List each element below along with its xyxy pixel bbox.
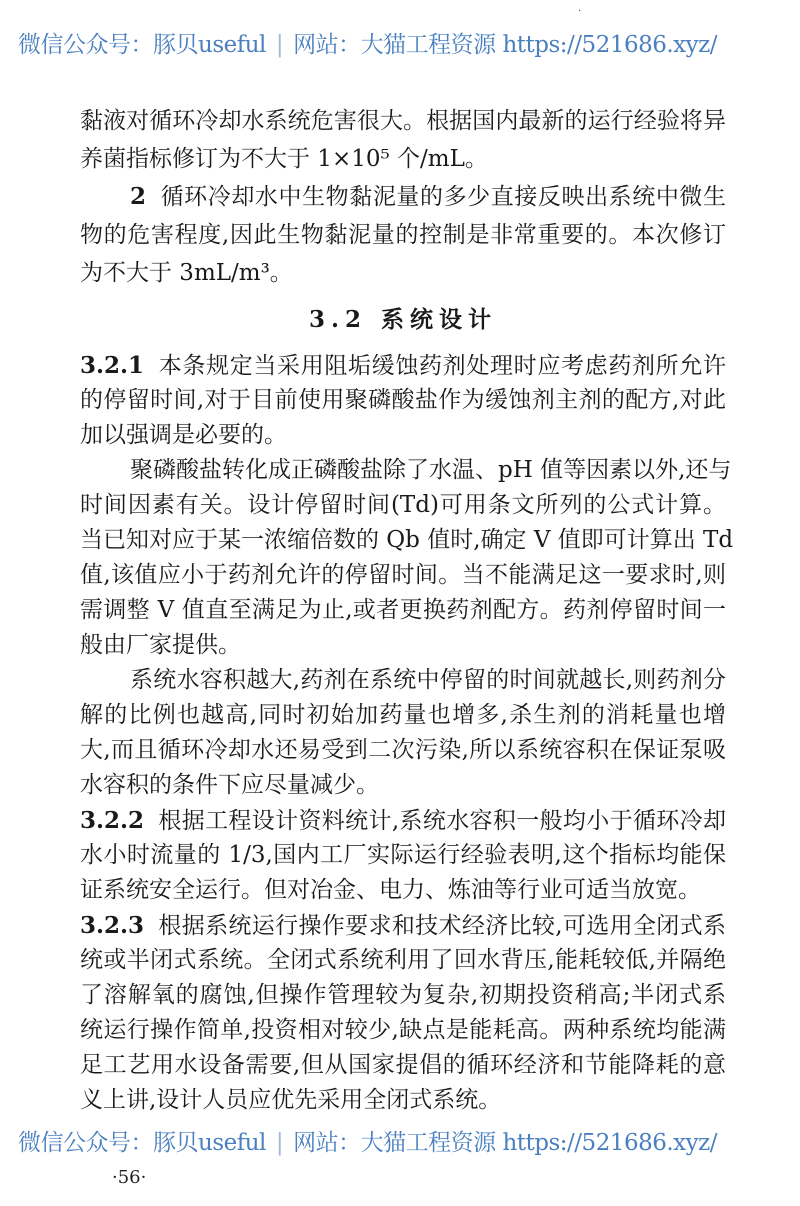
- text-line: [80, 1083, 726, 1118]
- line-text: 值,该值应小于药剂允许的停留时间。当不能满足这一要求时,则: [80, 562, 726, 588]
- line-text: 系统水容积越大,药剂在系统中停留的时间就越长,则药剂分: [130, 667, 726, 693]
- line-text: 加以强调是必要的。: [80, 422, 287, 448]
- line-text: 本条规定当采用阻垢缓蚀药剂处理时应考虑药剂所允许: [158, 353, 726, 379]
- watermark-label: 微信公众号：豚贝useful: [18, 1130, 266, 1156]
- text-line: [80, 102, 726, 140]
- line-text: 大,而且循环冷却水还易受到二次污染,所以系统容积在保证泵吸: [80, 737, 726, 763]
- line-text: 般由厂家提供。: [80, 632, 241, 658]
- clause-number: 3.2.3: [80, 912, 145, 939]
- text-line: [80, 873, 726, 908]
- line-text: 证系统安全运行。但对冶金、电力、炼油等行业可适当放宽。: [80, 877, 701, 903]
- text-line: [80, 628, 726, 663]
- line-text: 根据工程设计资料统计,系统水容积一般均小于循环冷却: [158, 808, 726, 834]
- clause-number: 3.2.2: [80, 807, 145, 834]
- watermark-separator: |: [275, 1130, 284, 1156]
- text-line: [80, 418, 726, 453]
- line-text: 需调整 V 值直至满足为止,或者更换药剂配方。药剂停留时间一: [80, 597, 726, 623]
- scan-speck: ·: [578, 6, 582, 17]
- watermark-site: 网站：大猫工程资源 https://521686.xyz/: [293, 1130, 717, 1156]
- text-line: [80, 453, 732, 488]
- text-line: [80, 558, 726, 593]
- section-biofilm: [80, 102, 726, 292]
- text-line: [80, 216, 726, 254]
- text-line: [80, 768, 726, 803]
- watermark-separator: |: [275, 32, 284, 58]
- line-text: 统或半闭式系统。全闭式系统利用了回水背压,能耗较低,并隔绝: [80, 947, 726, 973]
- watermark-site: 网站：大猫工程资源 https://521686.xyz/: [293, 32, 717, 58]
- document-body: [80, 102, 734, 1118]
- text-line: [80, 523, 734, 558]
- section-heading: 3.2 系统设计: [308, 306, 498, 333]
- text-line: [80, 733, 726, 768]
- line-text: 了溶解氧的腐蚀,但操作管理较为复杂,初期投资稍高;半闭式系: [80, 982, 726, 1008]
- page-number: ·56·: [112, 1167, 147, 1188]
- text-line: [80, 838, 726, 873]
- line-text: 的停留时间,对于目前使用聚磷酸盐作为缓蚀剂主剂的配方,对此: [80, 387, 726, 413]
- text-line: [80, 254, 726, 292]
- clause-number: 2: [130, 183, 147, 210]
- watermark-top: [18, 30, 788, 60]
- line-text: 聚磷酸盐转化成正磷酸盐除了水温、pH 值等因素以外,还与: [130, 457, 732, 483]
- line-text: 水小时流量的 1/3,国内工厂实际运行经验表明,这个指标均能保: [80, 842, 726, 868]
- line-text: 当已知对应于某一浓缩倍数的 Qb 值时,确定 V 值即可计算出 Td: [80, 527, 734, 553]
- line-text: 足工艺用水设备需要,但从国家提倡的循环经济和节能降耗的意: [80, 1052, 726, 1078]
- line-text: 水容积的条件下应尽量减少。: [80, 772, 379, 798]
- line-text: 根据系统运行操作要求和技术经济比较,可选用全闭式系: [158, 913, 726, 939]
- text-line: [80, 140, 726, 178]
- watermark-label: 微信公众号：豚贝useful: [18, 32, 266, 58]
- text-line: [80, 1013, 726, 1048]
- text-line: [80, 1048, 726, 1083]
- line-text: 黏液对循环冷却水系统危害很大。根据国内最新的运行经验将异: [80, 108, 726, 134]
- text-line: [80, 383, 726, 418]
- section-system-design: [80, 348, 734, 1118]
- text-line: [80, 698, 726, 733]
- text-line: [80, 178, 726, 216]
- line-text: 养菌指标修订为不大于 1×10⁵ 个/mL。: [80, 146, 488, 172]
- line-text: 循环冷却水中生物黏泥量的多少直接反映出系统中微生: [160, 184, 726, 210]
- text-line: [80, 593, 726, 628]
- clause-number: 3.2.1: [80, 352, 145, 379]
- text-line: [80, 488, 726, 523]
- line-text: 时间因素有关。设计停留时间(Td)可用条文所列的公式计算。: [80, 492, 726, 518]
- watermark-bottom: [18, 1128, 788, 1158]
- line-text: 义上讲,设计人员应优先采用全闭式系统。: [80, 1087, 502, 1113]
- text-line: [80, 348, 726, 383]
- line-text: 为不大于 3mL/m³。: [80, 260, 293, 286]
- text-line: [80, 803, 726, 838]
- line-text: 统运行操作简单,投资相对较少,缺点是能耗高。两种系统均能满: [80, 1017, 726, 1043]
- text-line: [80, 663, 726, 698]
- line-text: 解的比例也越高,同时初始加药量也增多,杀生剂的消耗量也增: [80, 702, 726, 728]
- line-text: 物的危害程度,因此生物黏泥量的控制是非常重要的。本次修订: [80, 222, 726, 248]
- text-line: [80, 908, 726, 943]
- text-line: [80, 943, 726, 978]
- text-line: [80, 978, 726, 1013]
